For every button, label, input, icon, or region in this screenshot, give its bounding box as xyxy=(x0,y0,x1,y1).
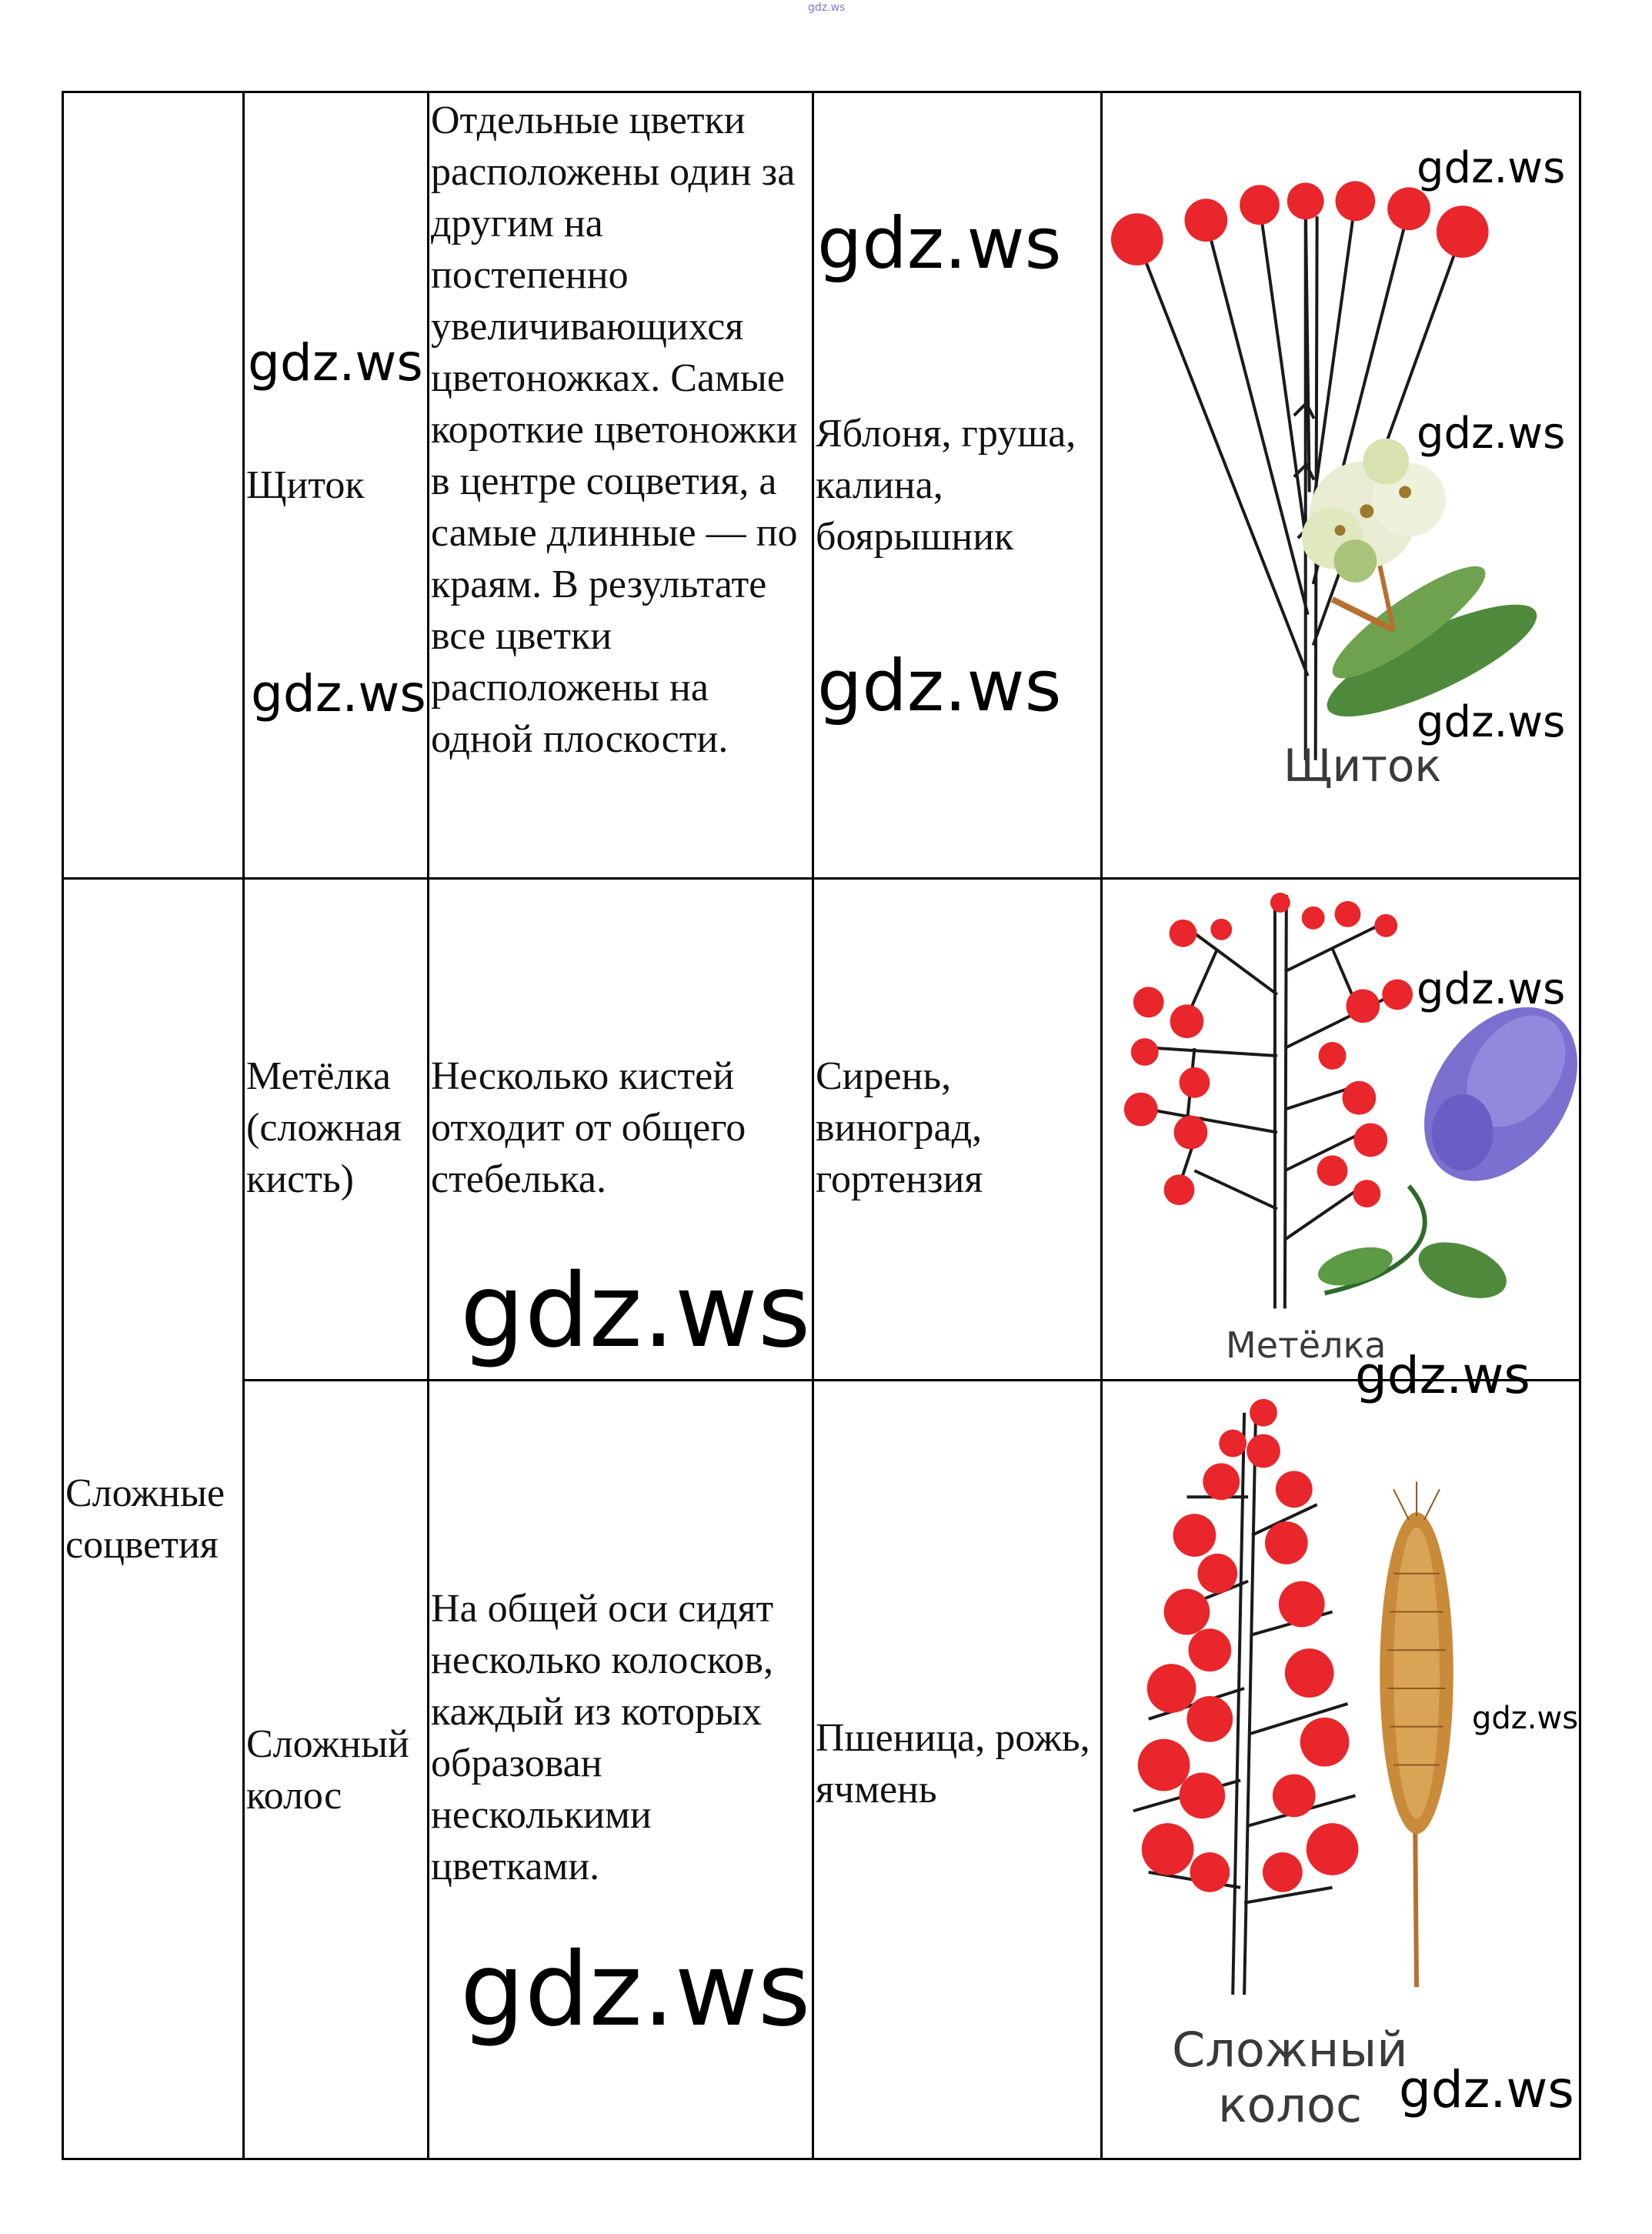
watermark: gdz.ws xyxy=(251,664,426,723)
inflorescence-description: Отдельные цветки расположены один за другим на постепенно увеличивающихся цветоножках. Самые короткие цветоножки в центре соцветия, а самые длинные — по краям. В результате все цветки расположены на одной плоскости. xyxy=(431,99,798,761)
image-cell xyxy=(1102,1381,1580,2159)
name-cell xyxy=(244,1381,429,2159)
image-caption: Щиток xyxy=(1283,740,1442,792)
image-caption: Метёлка xyxy=(1226,1324,1387,1366)
examples-cell xyxy=(813,879,1102,1381)
real-flower-cluster xyxy=(1302,439,1549,737)
watermark: gdz.ws xyxy=(248,333,423,392)
name-cell xyxy=(244,92,429,879)
inflorescence-name: Метёлка (сложная кисть) xyxy=(246,1054,402,1201)
description-cell xyxy=(429,92,813,879)
image-caption-line2: колос xyxy=(1218,2077,1363,2133)
inflorescence-name: Сложный колос xyxy=(246,1721,409,1818)
watermark: gdz.ws xyxy=(1417,143,1566,193)
group-name: Сложные соцветия xyxy=(65,1471,225,1567)
wheat-ear xyxy=(1380,1481,1453,1987)
watermark: gdz.ws xyxy=(1472,1701,1579,1736)
watermark: gdz.ws xyxy=(1355,1346,1530,1405)
table-row-shchitok xyxy=(63,92,1580,879)
table-row-slozhny-kolos xyxy=(63,1381,1580,2159)
inflorescence-examples: Яблоня, груша, калина, боярышник xyxy=(816,412,1076,559)
inflorescence-examples: Пшеница, рожь, ячмень xyxy=(816,1716,1090,1812)
metelka-illustration xyxy=(1103,880,1579,1379)
table-row-metelka xyxy=(63,879,1580,1381)
inflorescence-description: Несколько кистей отходит от общего стебелька. xyxy=(431,1054,746,1201)
group-cell xyxy=(63,879,244,2159)
watermark: gdz.ws xyxy=(817,645,1062,727)
watermark: gdz.ws xyxy=(460,1252,811,1371)
watermark: gdz.ws xyxy=(460,1931,811,2049)
examples-cell xyxy=(813,1381,1102,2159)
lilac-cluster xyxy=(1314,978,1579,1309)
watermark: gdz.ws xyxy=(1417,409,1566,459)
inflorescence-name: Щиток xyxy=(246,463,365,507)
page-watermark-top: gdz.ws xyxy=(808,2,846,14)
description-cell xyxy=(429,879,813,1381)
examples-cell xyxy=(813,92,1102,879)
inflorescence-examples: Сирень, виноград, гортензия xyxy=(816,1054,983,1201)
image-cell xyxy=(1102,879,1580,1405)
inflorescence-description: На общей оси сидят несколько колосков, каждый из которых образован несколькими цветками. xyxy=(431,1587,774,1888)
group-cell-empty xyxy=(63,92,244,879)
watermark: gdz.ws xyxy=(1417,697,1566,747)
image-caption-line1: Сложный xyxy=(1172,2022,1408,2078)
watermark: gdz.ws xyxy=(1417,964,1566,1014)
watermark: gdz.ws xyxy=(817,202,1062,285)
description-cell xyxy=(429,1381,813,2159)
image-cell xyxy=(1102,92,1580,879)
inflorescence-table xyxy=(62,91,1581,2160)
red-flowers xyxy=(1111,181,1489,265)
watermark: gdz.ws xyxy=(1399,2060,1574,2119)
name-cell xyxy=(244,879,429,1381)
